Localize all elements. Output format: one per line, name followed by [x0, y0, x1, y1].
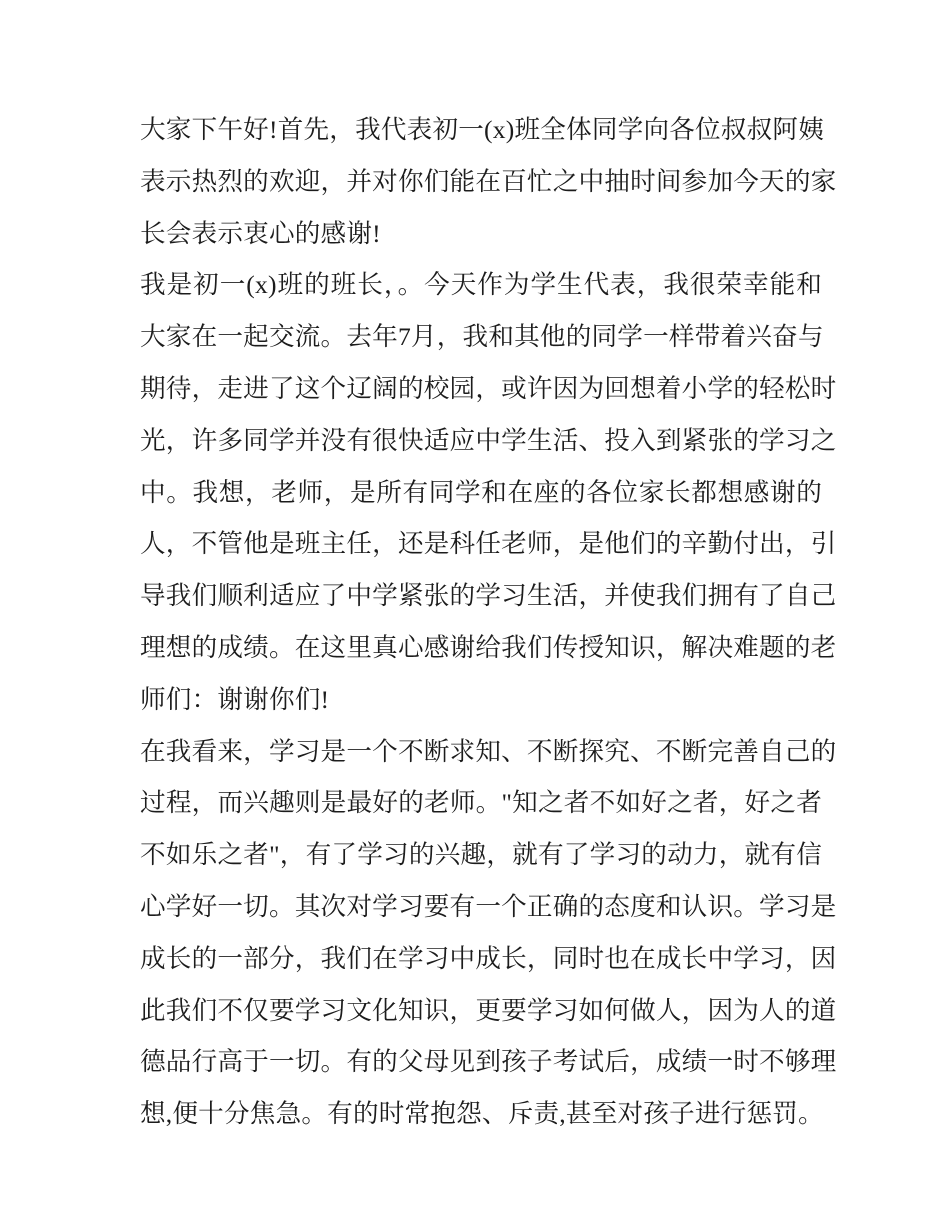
text-line: 在我看来，学习是一个不断求知、不断探究、不断完善自己的: [140, 736, 837, 766]
text-line: 期待，走进了这个辽阔的校园，或许因为回想着小学的轻松时: [140, 373, 837, 403]
text-line: 中。我想，老师，是所有同学和在座的各位家长都想感谢的: [140, 477, 822, 507]
document-text-block: [140, 104, 837, 1140]
text-line: 想,便十分焦急。有的时常抱怨、斥责,甚至对孩子进行惩罚。: [140, 1099, 824, 1129]
text-line: 心学好一切。其次对学习要有一个正确的态度和认识。学习是: [140, 891, 837, 921]
paragraph: [140, 104, 837, 259]
text-line: 大家下午好!首先，我代表初一(x)班全体同学向各位叔叔阿姨: [140, 115, 825, 144]
text-line: 长会表示衷心的感谢!: [140, 218, 381, 248]
text-line: 我是初一(x)班的班长，。今天作为学生代表，我很荣幸能和: [140, 270, 822, 300]
text-line: 德品行高于一切。有的父母见到孩子考试后，成绩一时不够理: [140, 1047, 837, 1077]
paragraph: [140, 259, 837, 725]
text-line: 成长的一部分，我们在学习中成长，同时也在成长中学习，因: [140, 943, 837, 973]
text-line: 此我们不仅要学习文化知识，更要学习如何做人，因为人的道: [140, 995, 837, 1025]
text-line: 过程，而兴趣则是最好的老师。"知之者不如好之者，好之者: [140, 788, 822, 818]
text-line: 光，许多同学并没有很快适应中学生活、投入到紧张的学习之: [140, 425, 837, 455]
text-line: 师们：谢谢你们!: [140, 684, 330, 714]
text-line: 不如乐之者"，有了学习的兴趣，就有了学习的动力，就有信: [140, 840, 822, 870]
text-line: 人，不管他是班主任，还是科任老师，是他们的辛勤付出，引: [140, 529, 837, 559]
paragraph: [140, 726, 837, 1140]
text-line: 理想的成绩。在这里真心感谢给我们传授知识，解决难题的老: [140, 632, 837, 662]
text-line: 表示热烈的欢迎，并对你们能在百忙之中抽时间参加今天的家: [140, 166, 837, 196]
text-line: 大家在一起交流。去年7月，我和其他的同学一样带着兴奋与: [140, 322, 824, 352]
text-line: 导我们顺利适应了中学紧张的学习生活，并使我们拥有了自己: [140, 581, 837, 611]
